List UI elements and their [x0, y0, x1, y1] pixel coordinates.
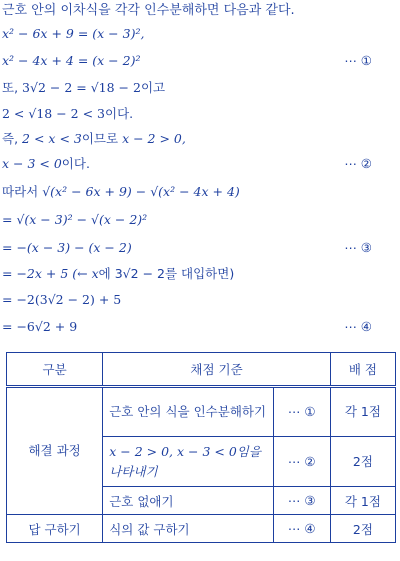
so-prefix: 즉,: [2, 131, 19, 146]
also-suffix: 이고: [140, 80, 166, 95]
header-criteria: 채점 기준: [103, 353, 331, 387]
expression-line-4: [2, 289, 396, 311]
equation-1: [2, 23, 396, 45]
equation-2: [2, 50, 396, 72]
expression-line-2: [2, 237, 396, 259]
equation-2-text: x² − 4x + 4 = (x − 2)²: [2, 53, 141, 68]
negative-math: x − 3 < 0: [2, 156, 62, 171]
table-row: [7, 387, 396, 437]
criterion-cell: x − 2 > 0, x − 3 < 0임을 나타내기: [103, 437, 273, 487]
expression-5: = −6√2 + 9: [2, 319, 78, 334]
step-marker-2: ⋯ ②: [344, 156, 372, 171]
inequality-line: [2, 103, 396, 125]
header-score: 배 점: [330, 353, 395, 387]
table-row: [7, 515, 396, 543]
therefore-label: 따라서: [2, 184, 39, 199]
so-math-1: 2 < x < 3: [22, 131, 82, 146]
also-line: [2, 77, 396, 99]
therefore-line: [2, 181, 396, 203]
equation-1-text: x² − 6x + 9 = (x − 3)²,: [2, 26, 145, 41]
grading-table: [6, 352, 396, 543]
criterion-cell: 근호 안의 식을 인수분해하기: [103, 387, 273, 437]
criterion-marker: ⋯ ①: [273, 387, 330, 437]
expression-1: = √(x − 3)² − √(x − 2)²: [2, 212, 148, 227]
expression-0: √(x² − 6x + 9) − √(x² − 4x + 4): [42, 184, 240, 199]
expression-line-1: [2, 209, 396, 231]
table-header-row: [7, 353, 396, 387]
criterion-marker: ⋯ ②: [273, 437, 330, 487]
inequality-suffix: 이다.: [105, 106, 134, 121]
expression-line-3: [2, 263, 396, 285]
also-prefix: 또,: [2, 80, 19, 95]
expression-3-math: = −2x + 5 (←: [2, 266, 88, 281]
score-cell: 각 1점: [330, 387, 395, 437]
expression-4: = −2(3√2 − 2) + 5: [2, 292, 122, 307]
group-find-answer: 답 구하기: [7, 515, 103, 543]
criterion-marker: ⋯ ④: [273, 515, 330, 543]
inequality-math: 2 < √18 − 2 < 3: [2, 106, 105, 121]
criterion-cell: 근호 없애기: [103, 487, 273, 515]
score-cell: 각 1점: [330, 487, 395, 515]
intro-text: 근호 안의 이차식을 각각 인수분해하면 다음과 같다.: [2, 3, 295, 18]
negative-suffix: 이다.: [61, 156, 90, 171]
also-math: 3√2 − 2 = √18 − 2: [22, 80, 141, 95]
so-math-2: x − 2 > 0,: [122, 131, 186, 146]
expression-line-5: [2, 316, 396, 338]
criterion-marker: ⋯ ③: [273, 487, 330, 515]
score-cell: 2점: [330, 515, 395, 543]
expression-2: = −(x − 3) − (x − 2): [2, 240, 132, 255]
group-solving-process: 해결 과정: [7, 387, 103, 515]
expression-3-var: x: [91, 266, 99, 281]
step-marker-4: ⋯ ④: [344, 319, 372, 334]
header-category: 구분: [7, 353, 103, 387]
step-marker-1: ⋯ ①: [344, 53, 372, 68]
intro-line: [2, 0, 396, 22]
expression-3-text: 에 3√2 − 2를 대입하면): [98, 266, 235, 281]
score-cell: 2점: [330, 437, 395, 487]
criterion-cell: 식의 값 구하기: [103, 515, 273, 543]
negative-line: [2, 153, 396, 175]
step-marker-3: ⋯ ③: [344, 240, 372, 255]
so-mid: 이므로: [81, 131, 119, 146]
so-line: [2, 128, 396, 150]
